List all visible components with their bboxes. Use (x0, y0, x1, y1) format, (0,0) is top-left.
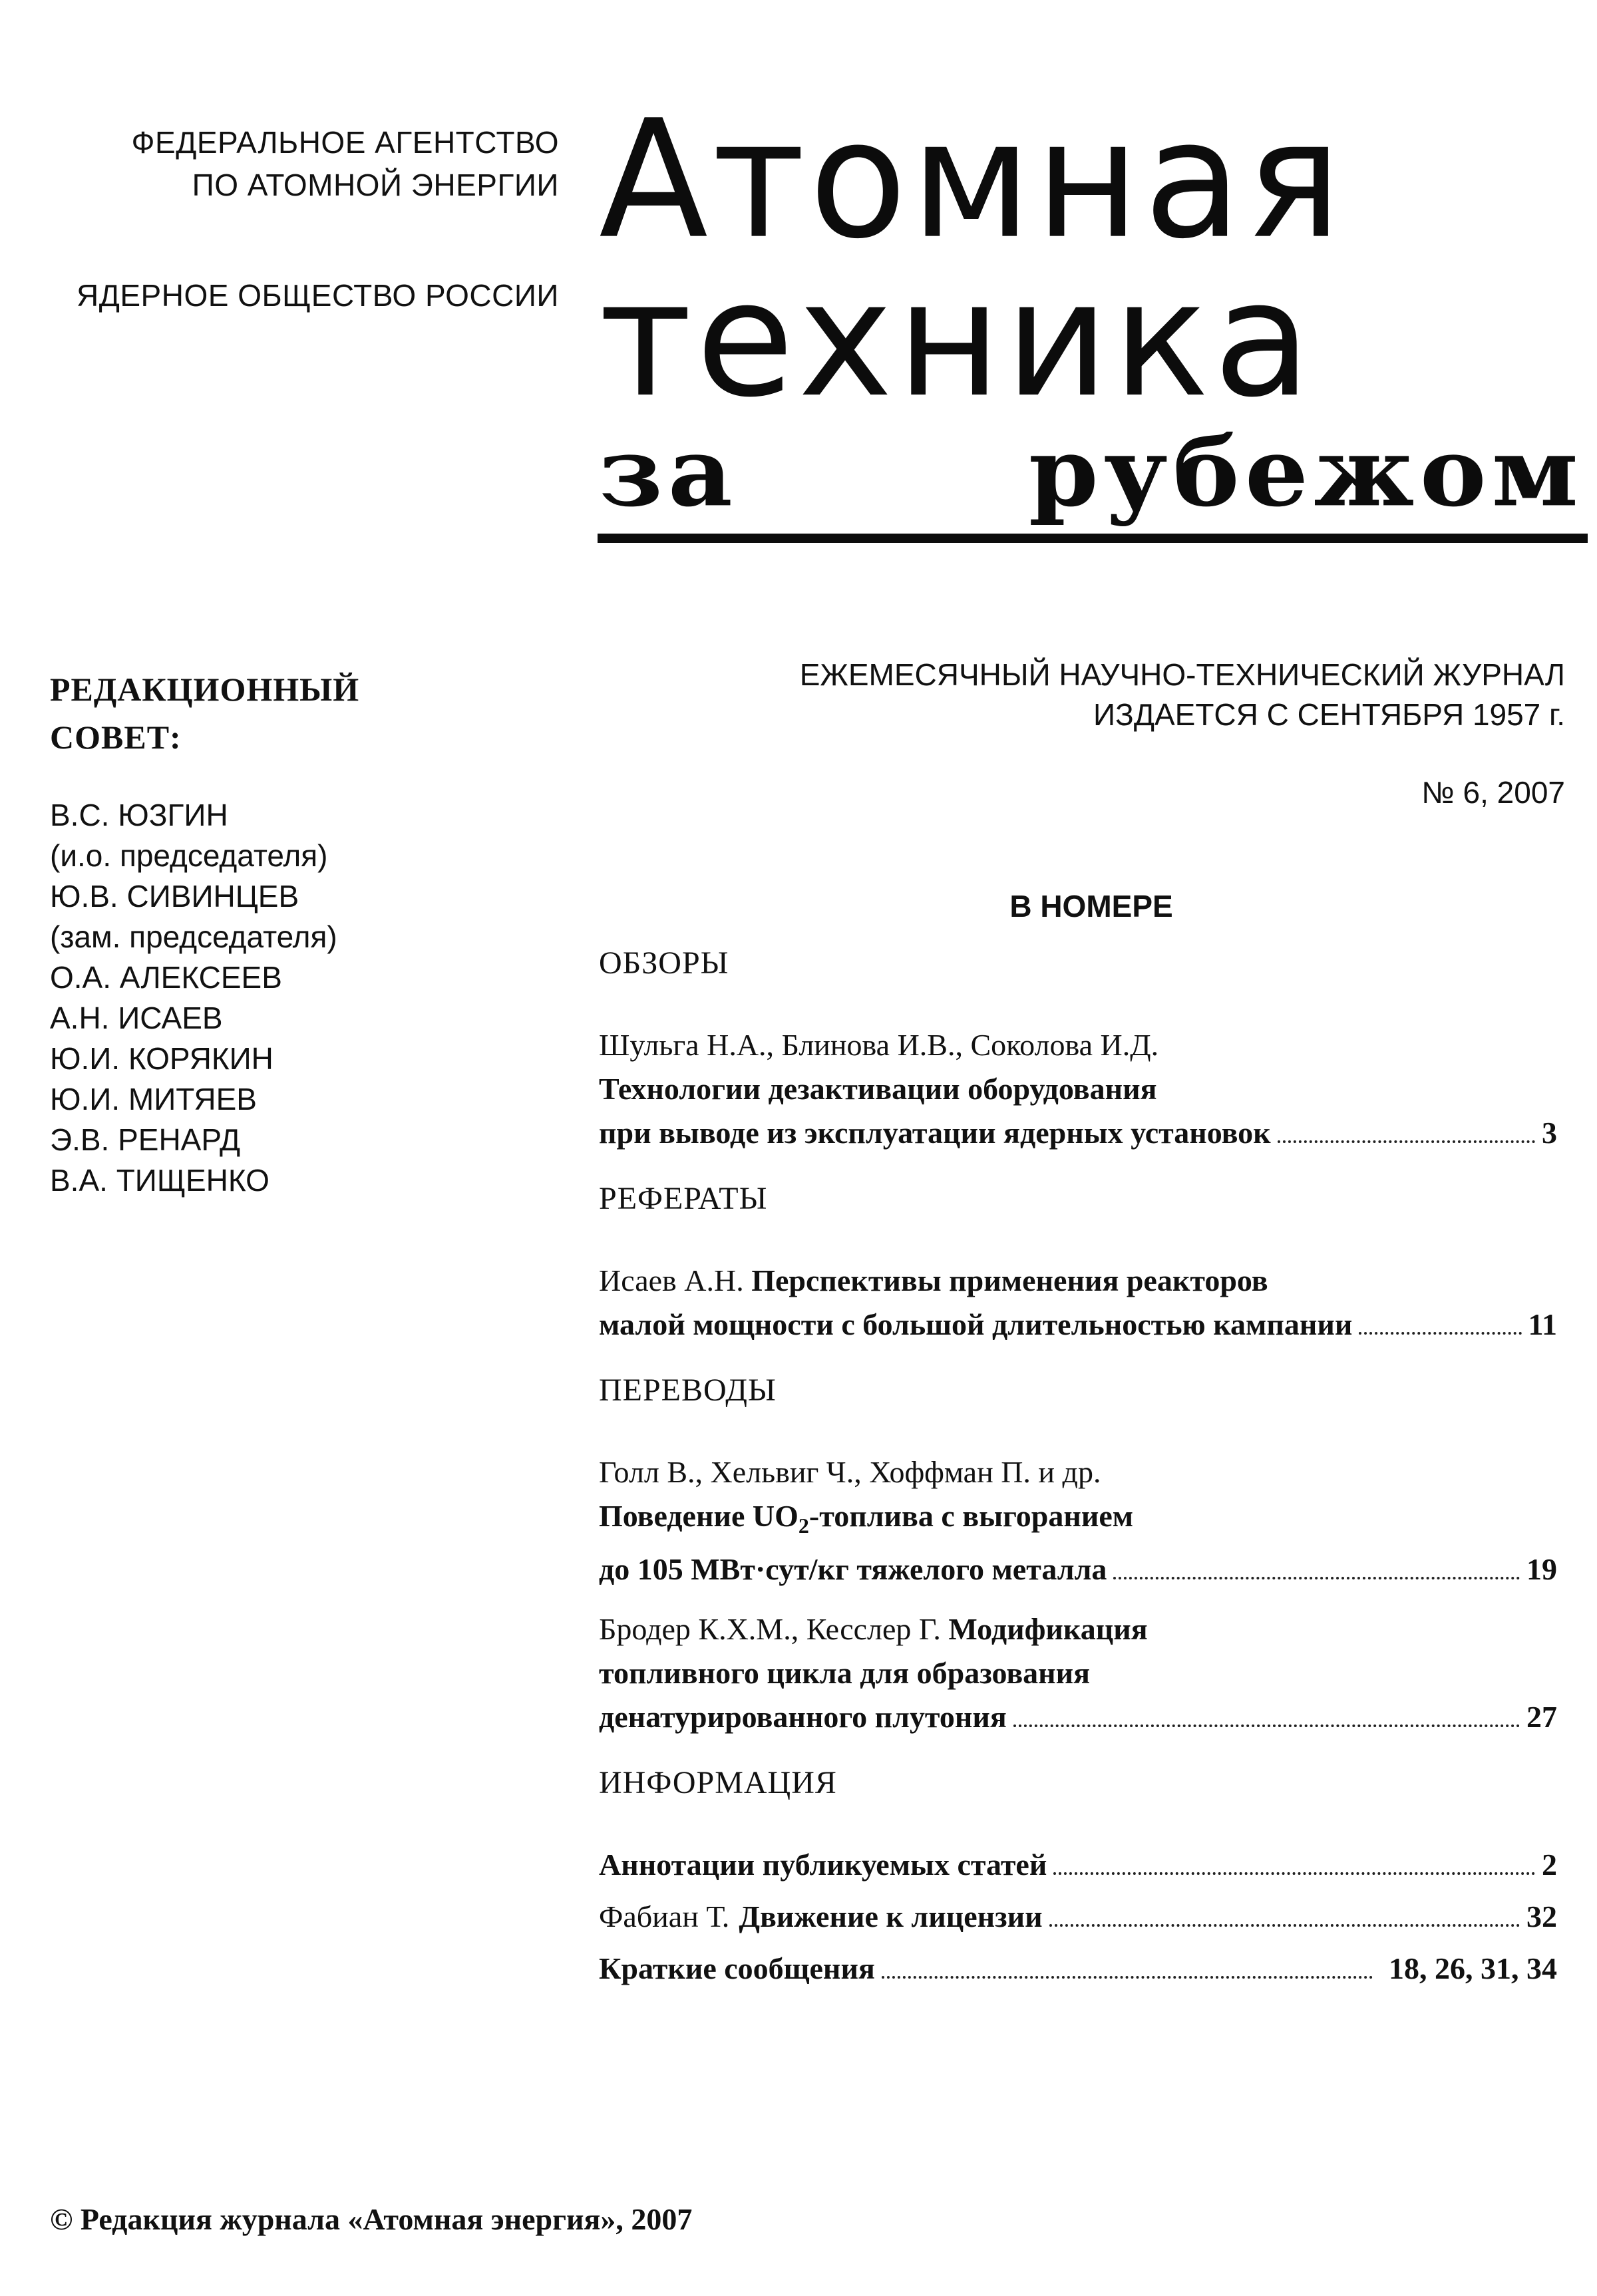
publisher-agency-line1: ФЕДЕРАЛЬНОЕ АГЕНТСТВО (131, 125, 559, 160)
publisher-agency (132, 121, 559, 206)
page-number: 32 (1526, 1899, 1557, 1934)
entry-title: денатурированного плутония (599, 1700, 1007, 1734)
entry-authors: Фабиан Т. (599, 1899, 730, 1934)
page-number: 3 (1542, 1116, 1557, 1150)
entry-first-line (599, 1607, 1557, 1651)
entry-title: Технологии дезактивации оборудования (599, 1072, 1157, 1106)
editorial-council-heading-line2: СОВЕТ: (50, 719, 182, 756)
section-heading-information: ИНФОРМАЦИЯ (599, 1765, 837, 1801)
entry-title-subscript: 2 (798, 1514, 809, 1538)
toc-entry-reviews-1[interactable] (599, 1111, 1557, 1155)
entry-title: Краткие сообщения (599, 1951, 875, 1986)
council-member: Ю.И. МИТЯЕВ (50, 1082, 257, 1116)
entry-authors: Шульга Н.А., Блинова И.В., Соколова И.Д. (599, 1028, 1159, 1062)
section-heading-abstracts: РЕФЕРАТЫ (599, 1181, 768, 1216)
page-number: 11 (1528, 1307, 1557, 1341)
council-member: Ю.И. КОРЯКИН (50, 1041, 273, 1076)
council-member-role: (и.о. председателя) (50, 838, 328, 873)
contents-heading: В НОМЕРЕ (1009, 889, 1173, 923)
toc-entry-information-3[interactable] (599, 1947, 1557, 1991)
council-member: О.А. АЛЕКСЕЕВ (50, 960, 282, 995)
council-member: А.Н. ИСАЕВ (50, 1001, 223, 1035)
page-number: 18, 26, 31, 34 (1389, 1951, 1557, 1986)
publisher-agency-line2: ПО АТОМНОЙ ЭНЕРГИИ (192, 168, 559, 202)
council-member: Ю.В. СИВИНЦЕВ (50, 879, 299, 913)
editorial-council-heading (50, 665, 359, 761)
entry-title: Перспективы применения реакторов (751, 1263, 1268, 1297)
section-heading-translations: ПЕРЕВОДЫ (599, 1373, 777, 1408)
toc-entry-abstracts-1[interactable] (599, 1303, 1557, 1347)
leader-dots (1359, 1332, 1521, 1335)
editorial-council-heading-line1: РЕДАКЦИОННЫЙ (50, 671, 360, 708)
leader-dots (1053, 1872, 1535, 1875)
entry-authors: Бродер К.Х.М., Кесслер Г. (599, 1612, 941, 1647)
leader-dots (1013, 1724, 1520, 1727)
entry-title: Модификация (948, 1612, 1148, 1647)
journal-description-line1: ЕЖЕМЕСЯЧНЫЙ НАУЧНО-ТЕХНИЧЕСКИЙ ЖУРНАЛ (799, 657, 1565, 692)
council-member: В.С. ЮЗГИН (50, 798, 228, 832)
section-heading-reviews: ОБЗОРЫ (599, 945, 729, 981)
journal-description-line2: ИЗДАЕТСЯ С СЕНТЯБРЯ 1957 г. (1093, 697, 1565, 732)
page-number: 27 (1526, 1700, 1557, 1734)
leader-dots (882, 1976, 1373, 1979)
council-member-role: (зам. председателя) (50, 919, 337, 954)
entry-title (599, 1494, 1557, 1548)
entry-title: топливного цикла для образования (599, 1656, 1091, 1691)
page-number: 2 (1542, 1848, 1557, 1882)
leader-dots (1049, 1924, 1520, 1927)
entry-title: до 105 МВт·сут/кг тяжелого металла (599, 1552, 1107, 1587)
editorial-council-list (50, 795, 337, 1201)
leader-dots (1278, 1140, 1535, 1143)
copyright-footer: © Редакция журнала «Атомная энергия», 2007 (50, 2202, 693, 2236)
entry-title-part: Поведение UO (599, 1499, 798, 1533)
leader-dots (1113, 1577, 1520, 1579)
issue-number: № 6, 2007 (1421, 775, 1565, 810)
publisher-society: ЯДЕРНОЕ ОБЩЕСТВО РОССИИ (77, 278, 559, 313)
toc-entry-translations-1[interactable] (599, 1548, 1557, 1591)
toc-entry-information-2[interactable] (599, 1895, 1557, 1939)
toc-entry-information-1[interactable] (599, 1843, 1557, 1887)
council-member: В.А. ТИЩЕНКО (50, 1163, 269, 1198)
entry-title: Движение к лицензии (739, 1899, 1043, 1934)
entry-title-part: -топлива с выгоранием (808, 1499, 1134, 1533)
entry-first-line (599, 1259, 1557, 1303)
entry-authors: Голл В., Хельвиг Ч., Хоффман П. и др. (599, 1455, 1101, 1489)
page-number: 19 (1526, 1552, 1557, 1587)
council-member: Э.В. РЕНАРД (50, 1122, 241, 1157)
journal-title-line3: за рубежом (599, 416, 1584, 528)
entry-title: малой мощности с большой длительностью кампании (599, 1307, 1353, 1341)
entry-authors: Исаев А.Н. (599, 1263, 744, 1297)
toc-entry-translations-2[interactable] (599, 1695, 1557, 1739)
table-of-contents (599, 943, 1557, 1991)
entry-title: Аннотации публикуемых статей (599, 1848, 1047, 1882)
journal-title-line2: техника (599, 246, 1316, 432)
entry-title: при выводе из эксплуатации ядерных установок (599, 1116, 1271, 1150)
journal-title-line1: Атомная (599, 84, 1346, 275)
title-underline-divider (598, 534, 1588, 543)
